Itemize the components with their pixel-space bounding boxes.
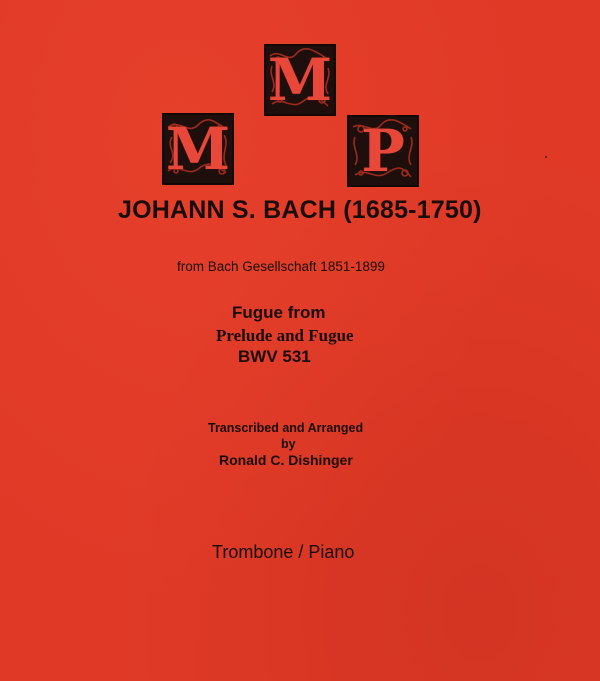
logo-letter: M: [267, 46, 333, 114]
arranger-name: Ronald C. Dishinger: [219, 452, 353, 468]
arrangement-credit: Transcribed and Arranged: [208, 421, 364, 435]
title-line-prelude-and-fugue: Prelude and Fugue: [216, 326, 354, 345]
logo-block-m-left: [162, 113, 234, 185]
logo-block-p-right: [347, 115, 419, 187]
arrangement-by: by: [281, 437, 296, 451]
title-line-fugue-from: Fugue from: [232, 303, 326, 322]
source-edition: from Bach Gesellschaft 1851-1899: [177, 259, 385, 274]
instrumentation: Trombone / Piano: [212, 542, 355, 562]
paper-speck: [545, 156, 547, 158]
composer-heading: JOHANN S. BACH (1685-1750): [118, 196, 482, 224]
title-line-bwv: BWV 531: [238, 347, 311, 366]
logo-letter: P: [361, 117, 405, 185]
logo-letter: M: [165, 115, 231, 183]
logo-block-m-top: [264, 44, 336, 116]
